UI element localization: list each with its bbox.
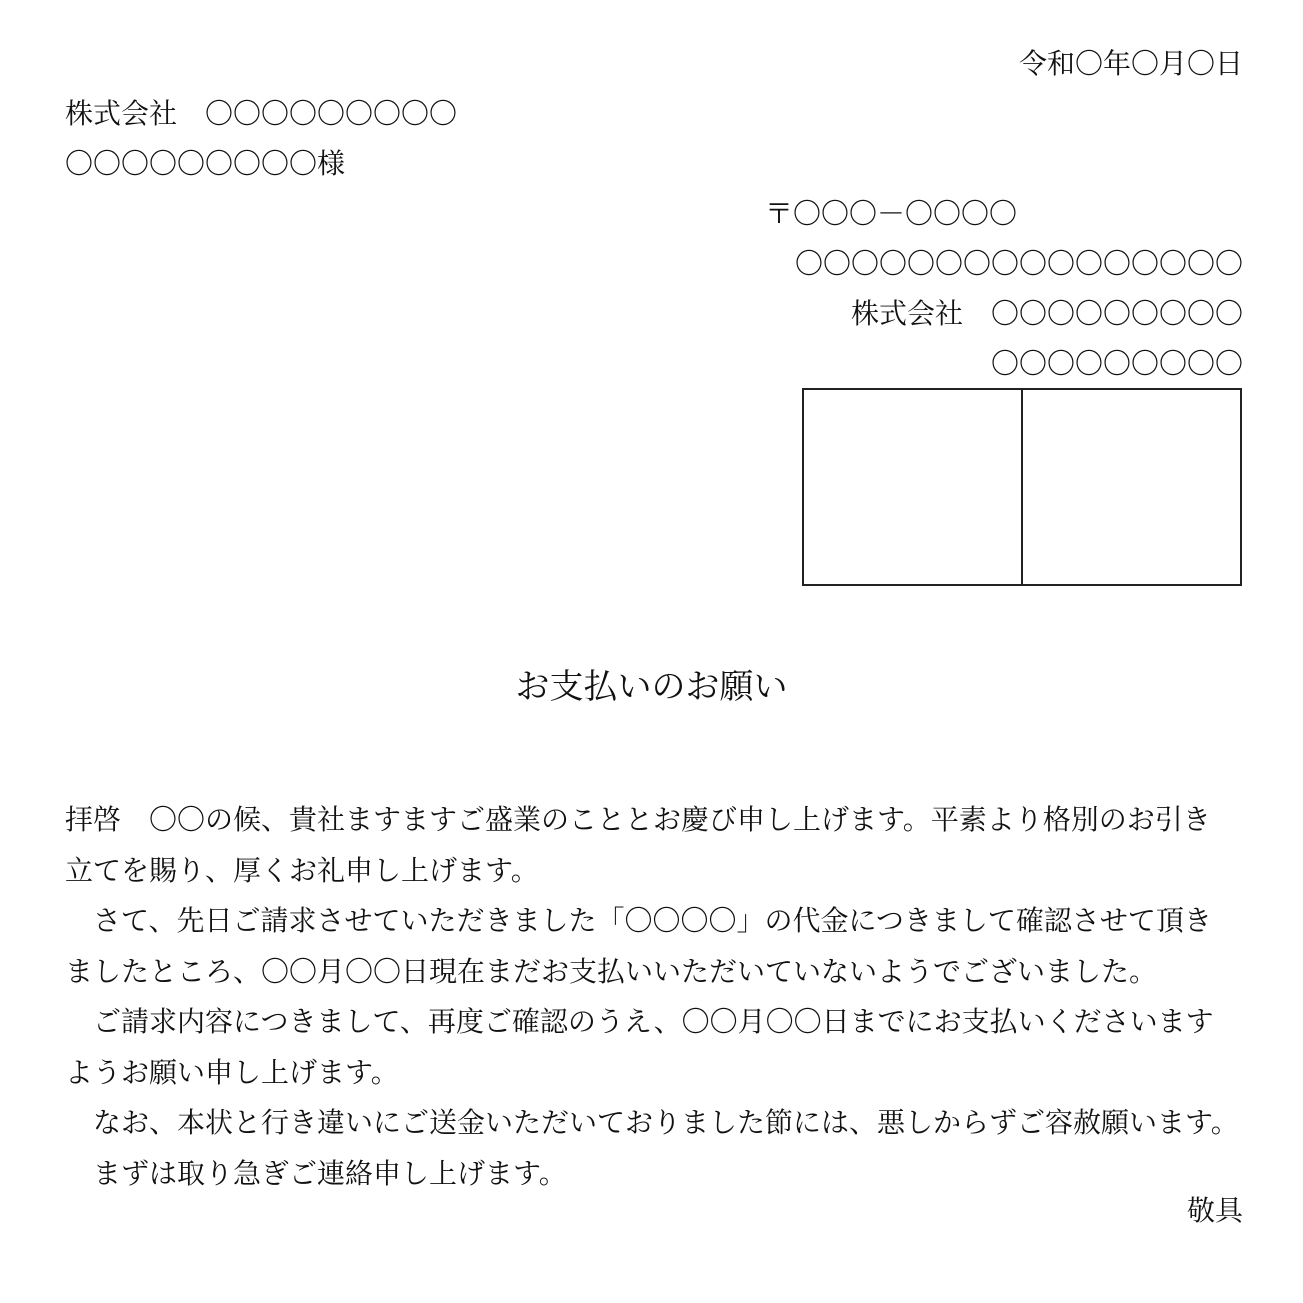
body-line: さて、先日ご請求させていただきました「〇〇〇〇」の代金につきまして確認させて頂き (65, 904, 1212, 937)
letter-body (65, 795, 1265, 1199)
body-line: ようお願い申し上げます。 (65, 1055, 399, 1089)
seal-cell-left (804, 390, 1021, 584)
body-line: 拝啓 〇〇の候、貴社ますますご盛業のこととお慶び申し上げます。平素より格別のお引き (65, 803, 1211, 836)
closing-phrase: 敬具 (1186, 1194, 1243, 1227)
body-line: ご請求内容につきまして、再度ご確認のうえ、〇〇月〇〇日までにお支払いくださいます (65, 1005, 1214, 1038)
sender-name: 〇〇〇〇〇〇〇〇〇 (990, 347, 1243, 380)
seal-cell-right (1021, 390, 1240, 584)
letter-date: 令和〇年〇月〇日 (1018, 47, 1243, 80)
body-line: なお、本状と行き違いにご送金いただいておりました節には、悪しからずご容赦願います。 (65, 1106, 1239, 1139)
body-line: ましたところ、〇〇月〇〇日現在まだお支払いいただいていないようでございました。 (65, 954, 1158, 988)
recipient-company: 株式会社 〇〇〇〇〇〇〇〇〇 (65, 97, 458, 130)
sender-company: 株式会社 〇〇〇〇〇〇〇〇〇 (850, 297, 1243, 330)
sender-address: 〇〇〇〇〇〇〇〇〇〇〇〇〇〇〇〇 (794, 247, 1243, 280)
body-line: まずは取り急ぎご連絡申し上げます。 (65, 1156, 567, 1190)
body-line: 立てを賜り、厚くお礼申し上げます。 (65, 853, 539, 887)
seal-box (802, 388, 1242, 586)
sender-postal-code: 〒〇〇〇－〇〇〇〇 (765, 197, 1018, 230)
recipient-name: 〇〇〇〇〇〇〇〇〇様 (65, 147, 346, 180)
letter-title: お支払いのお願い (515, 667, 788, 707)
